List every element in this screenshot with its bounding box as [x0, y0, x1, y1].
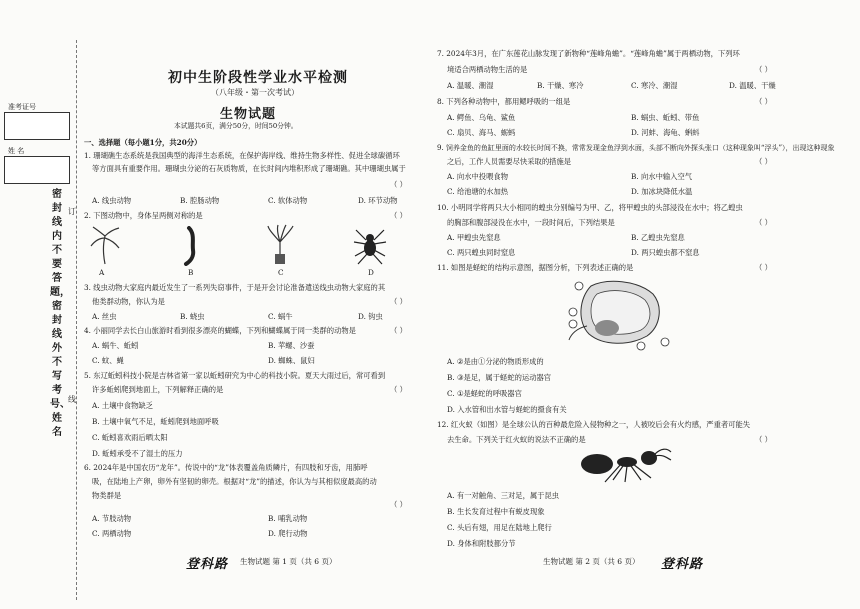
option: B. 干燥、寒冷	[537, 81, 584, 90]
option: D. 入水管和出水管与蛏蛇的摄食有关	[447, 405, 567, 414]
option: A. 温暖、潮湿	[447, 81, 494, 90]
question-stem-line: 9. 饲养金鱼的鱼缸里面的水较长时间不换，常常发现金鱼浮到水面，头部不断向外探头张口（这种现象叫“浮头”），出现这种现象	[437, 144, 835, 152]
subject-title: 生物试题	[220, 107, 277, 122]
razor-clam-diagram	[567, 276, 671, 352]
page-2	[433, 0, 853, 609]
option: D. 钩虫	[358, 312, 383, 321]
answer-blank: （ ）	[390, 326, 407, 335]
question-stem-line: 物类群是	[92, 491, 122, 500]
option: A. 土壤中食物缺乏	[92, 401, 153, 410]
page-footer: 生物试题 第 2 页（共 6 页）	[543, 557, 640, 566]
option: C. 寒冷、潮湿	[631, 81, 678, 90]
question-stem-line: 4. 小丽同学去长白山旅游时看到很多漂亮的蝴蝶，下列和蝴蝶属于同一类群的动物是	[84, 326, 356, 335]
answer-blank: （ ）	[390, 211, 407, 220]
spider-image	[352, 224, 388, 266]
exam-id-box	[4, 112, 70, 140]
image-label: B	[188, 268, 194, 277]
option: D. 爬行动物	[268, 529, 308, 538]
question-stem-line: 1. 珊瑚礁生态系统是我国典型的海洋生态系统，在保护海岸线、维持生物多样性、促进全球碳循环	[84, 151, 400, 160]
option: A. 丝虫	[92, 312, 117, 321]
question-stem-line: 5. 东辽蚯蚓科技小院是吉林省第一家以蚯蚓研究为中心的科技小院。夏天大雨过后，常可看到	[84, 371, 386, 380]
option: A. 向水中投喂食物	[447, 172, 508, 181]
question-stem-line: 3. 线虫动物大家庭内最近发生了一系列失窃事件，于是开会讨论准备遣送线虫动物大家庭的其	[84, 283, 386, 292]
option: B. ③是足，属于蛏蛇的运动器官	[447, 373, 552, 382]
sea-anemone-image	[265, 224, 295, 266]
image-label: C	[278, 268, 284, 277]
option: D. 两只蝗虫都不窒息	[631, 248, 700, 257]
worm-image	[180, 226, 202, 266]
answer-blank: （ ）	[755, 218, 772, 227]
question-stem-line: 的胸部和腹部浸没在水中，一段时间后，下列结果是	[447, 218, 615, 227]
page-1	[80, 0, 430, 609]
question-stem-line: 7. 2024年3月，在广东莲花山脉发现了新物种“莲峰角蟾”。“莲峰角蟾”属于两栖动物，下列环	[437, 49, 740, 58]
answer-blank: （ ）	[755, 263, 772, 272]
exam-note: 本试题共6页，满分50分，时间50分钟。	[174, 122, 298, 130]
option: C. 蚯蚓喜欢雨后晒太阳	[92, 433, 168, 442]
answer-blank: （ ）	[390, 385, 407, 394]
fire-ant-image	[575, 446, 673, 484]
answer-blank: （ ）	[390, 180, 407, 189]
option: D. 温暖、干燥	[729, 81, 776, 90]
option: B. 蜗虫、蚯蚓、带鱼	[631, 113, 700, 122]
question-stem-line: 等方面具有重要作用。珊瑚虫分泌的石灰质物质，在长时间内堆积形成了珊瑚礁。其中珊瑚虫属于	[92, 164, 406, 173]
question-stem-line: 之后，工作人员需要尽快采取的措施是	[447, 157, 572, 166]
question-stem-line: 10. 小明同学将两只大小相同的蝗虫分别编号为甲、乙，将甲蝗虫的头部浸没在水中；将乙蝗虫	[437, 203, 743, 212]
exam-title: 初中生阶段性学业水平检测	[168, 70, 348, 86]
exam-id-label: 准考证号	[8, 103, 36, 111]
option: D. 蜘蛛、鼠妇	[268, 356, 315, 365]
seal-vertical-text: 密封线内不要答题，密封线外不写考号、姓名	[50, 189, 70, 438]
option: C. 蜗牛	[268, 312, 293, 321]
answer-blank: （ ）	[755, 65, 772, 74]
option: C. ①是蛏蛇的呼吸器官	[447, 389, 522, 398]
option: B. 生长发育过程中有蜕皮现象	[447, 507, 545, 516]
option: D. 河蚌、海龟、蝌蚪	[631, 128, 700, 137]
question-stem-line: 2. 下图动物中，身体呈两侧对称的是	[84, 211, 203, 220]
option: A. 节肢动物	[92, 514, 132, 523]
section-heading: 一、选择题（每小题1分，共20分）	[84, 138, 202, 147]
option: B. 向水中输入空气	[631, 172, 693, 181]
seal-dashed-line	[76, 40, 77, 600]
option: D. 加冰块降低水温	[631, 187, 693, 196]
option: A. 有一对触角、三对足，属于昆虫	[447, 491, 560, 500]
option: C. 扇贝、海马、蛎蚂	[447, 128, 516, 137]
option: A. 甲蝗虫先窒息	[447, 233, 501, 242]
option: A. ②是由①分泌的物质形成的	[447, 357, 544, 366]
question-stem-line: 他类群动物，你认为是	[92, 297, 165, 306]
binding-strip	[0, 0, 80, 609]
question-stem-line: 8. 下列各种动物中，都用鳃呼吸的一组是	[437, 97, 571, 106]
question-stem-line: 境适合两栖动物生活的是	[447, 65, 528, 74]
option: B. 土壤中氧气不足，蚯蚓爬到地面呼吸	[92, 417, 219, 426]
option: C. 头后有翅，用足在陆地上爬行	[447, 523, 552, 532]
name-box	[4, 156, 70, 184]
option: B. 乙蝗虫先窒息	[631, 233, 685, 242]
option: C. 给池塘的水加热	[447, 187, 509, 196]
seal-char-ding: 订	[68, 207, 76, 216]
option: A. 线虫动物	[92, 196, 132, 205]
answer-blank: （ ）	[390, 500, 407, 509]
option: B. 哺乳动物	[268, 514, 308, 523]
option: D. 蚯蚓承受不了湿土的压力	[92, 449, 183, 458]
name-label: 姓 名	[8, 147, 25, 155]
option: A. 蜗牛、蚯蚓	[92, 341, 139, 350]
question-stem-line: 去生命。下列关于红火蚁的说法不正确的是	[447, 435, 586, 444]
option: C. 蚊、蝇	[92, 356, 124, 365]
answer-blank: （ ）	[755, 97, 772, 106]
question-stem-line: 12. 红火蚁（如图）是全球公认的百种最危险入侵物种之一，人被咬后会有火灼感，严重者可能失	[437, 420, 751, 429]
option: D. 身体和附肢都分节	[447, 539, 516, 548]
option: C. 两只蝗虫同时窒息	[447, 248, 516, 257]
answer-blank: （ ）	[390, 297, 407, 306]
answer-blank: （ ）	[755, 157, 772, 166]
brand-logo: 登科路	[186, 557, 229, 572]
option: B. 腔肠动物	[180, 196, 220, 205]
image-label: A	[99, 268, 105, 277]
option: C. 软体动物	[268, 196, 308, 205]
question-stem-line: 11. 如图是蛏蛇的结构示意图，据图分析，下列表述正确的是	[437, 263, 634, 272]
option: C. 两栖动物	[92, 529, 132, 538]
brand-logo: 登科路	[661, 557, 704, 572]
image-label: D	[368, 268, 374, 277]
question-stem-line: 6. 2024年是中国农历“龙年”。传说中的“龙”体表覆盖角质鳞片，有四肢和牙齿，用肺呼	[84, 463, 368, 472]
option: B. 苹螺、沙蚕	[268, 341, 315, 350]
hydra-image	[88, 226, 122, 266]
option: D. 环节动物	[358, 196, 398, 205]
exam-subtitle: （八年级・第一次考试）	[211, 88, 299, 97]
question-stem-line: 吸，在陆地上产卵，卵外有坚韧的卵壳。根据对“龙”的描述，你认为与其相似度最高的动	[92, 477, 377, 486]
option: A. 鳄鱼、乌龟、鲨鱼	[447, 113, 516, 122]
question-stem-line: 许多蚯蚓爬到地面上，下列解释正确的是	[92, 385, 224, 394]
option: B. 蛲虫	[180, 312, 205, 321]
page-footer: 生物试题 第 1 页（共 6 页）	[240, 557, 337, 566]
seal-char-xian: 线	[68, 395, 76, 404]
answer-blank: （ ）	[755, 435, 772, 444]
